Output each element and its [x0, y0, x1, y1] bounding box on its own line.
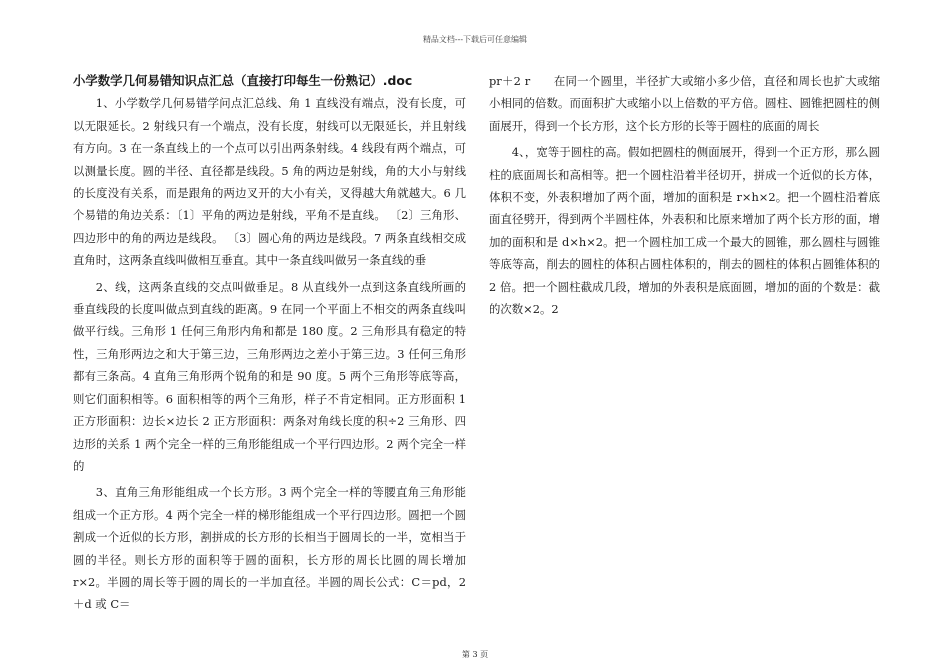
paragraph-3: 3、直角三角形能组成一个长方形。3 两个完全一样的等腰直角三角形能组成一个正方形。4 两个完全一样的梯形能组成一个平行四边形。圆把一个圆割成一个近似的长方形，割拼成的长方形的长相当于圆周长的一半，宽相当于圆的半径。则长方形的面积等于圆的面积，长方形的周长比圆的周长增加 r×2。半圆的周长等于圆的周长的一半加直径。半圆的周长公式：C＝pd，2＋d 或 C＝	[73, 485, 466, 612]
right-column	[489, 70, 880, 324]
paragraph-1: 1、小学数学几何易错学问点汇总线、角 1 直线没有端点，没有长度，可以无限延长。2 射线只有一个端点，没有长度，射线可以无限延长，并且射线有方向。3 在一条直线上的一个点可以引出两条射线。4 线段有两个端点，可以测量长度。圆的半径、直径都是线段。5 角的两边是射线，角的大小与射线的长度没有关系，而是跟角的两边叉开的大小有关，叉得越大角就越大。6 几个易错的角边关系：〔1〕平角的两边是射线，平角不是直线。 〔2〕三角形、四边形中的角的两边是线段。 〔3〕圆心角的两边是线段。7 两条直线相交成直角时，这两条直线叫做相互垂直。其中一条直线叫做另一条直线的垂	[73, 96, 466, 268]
page-number: 第 3 页	[461, 650, 489, 659]
paragraph-3-continued: pr＋2 r 在同一个圆里，半径扩大或缩小多少倍，直径和周长也扩大或缩小相同的倍数。而面积扩大或缩小以上倍数的平方倍。圆柱、圆锥把圆柱的侧面展开，得到一个长方形，这个长方形的长等于圆柱的底面的周长	[489, 74, 880, 133]
page-header-note: 精品文档---下载后可任意编辑	[422, 35, 528, 44]
paragraph-4: 4、，宽等于圆柱的高。假如把圆柱的侧面展开，得到一个正方形，那么圆柱的底面周长和高相等。把一个圆柱沿着半径切开，拼成一个近似的长方体，体积不变，外表积增加了两个面，增加的面积是 r×h×2。把一个圆柱沿着底面直径劈开，得到两个半圆柱体，外表积和比原来增加了两个长方形的面，增加的面积和是 d×h×2。把一个圆柱加工成一个最大的圆锥，那么圆柱与圆锥等底等高，削去的圆柱的体积占圆柱体积的，削去的圆柱的体积占圆锥体积的 2 倍。把一个圆柱截成几段，增加的外表积是底面圆，增加的面的个数是：截的次数×2。2	[489, 145, 880, 317]
paragraph-2: 2、线，这两条直线的交点叫做垂足。8 从直线外一点到这条直线所画的垂直线段的长度叫做点到直线的距离。9 在同一个平面上不相交的两条直线叫做平行线。三角形 1 任何三角形内角和都是 180 度。2 三角形具有稳定的特性，三角形两边之和大于第三边，三角形两边之差小于第三边。3 任何三角形都有三条高。4 直角三角形两个锐角的和是 90 度。5 两个三角形等底等高，则它们面积相等。6 面积相等的两个三角形，样子不肯定相同。正方形面积 1 正方形面积：边长×边长 2 正方形面积：两条对角线长度的积÷2 三角形、四边形的关系 1 两个完全一样的三角形能组成一个平行四边形。2 两个完全一样的	[73, 279, 466, 473]
left-column	[73, 70, 466, 620]
document-title: 小学数学几何易错知识点汇总（直接打印每生一份熟记）.doc	[73, 73, 413, 88]
